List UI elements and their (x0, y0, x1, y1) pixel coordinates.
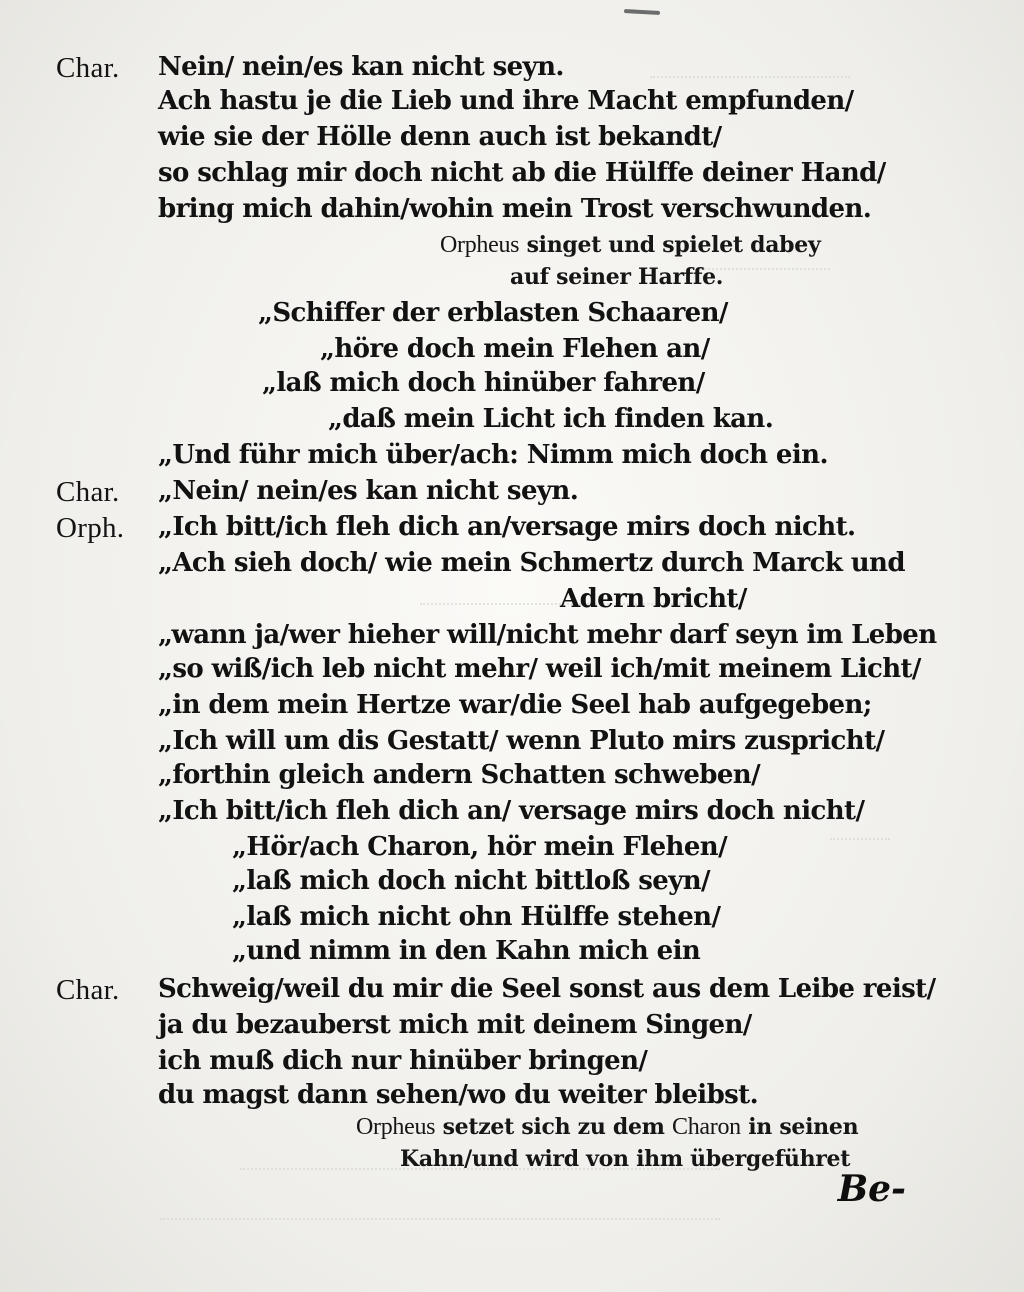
verse-line: bring mich dahin/wohin mein Trost verschwunden. (158, 194, 872, 224)
verse-line: „Nein/ nein/es kan nicht seyn. (158, 476, 579, 506)
stage-direction-name: Orpheus (440, 232, 520, 258)
verse-line: ich muß dich nur hinüber bringen/ (158, 1046, 648, 1076)
verse-line: wie sie der Hölle denn auch ist bekandt/ (158, 122, 722, 152)
verse-line: du magst dann sehen/wo du weiter bleibst. (158, 1080, 759, 1110)
song-line: „laß mich doch hinüber fahren/ (262, 368, 705, 398)
stage-direction-continued: auf seiner Harffe. (510, 264, 724, 290)
song-line: „Hör/ach Charon, hör mein Flehen/ (232, 832, 727, 862)
song-line: „höre doch mein Flehen an/ (320, 334, 710, 364)
verse-line: „Ach sieh doch/ wie mein Schmertz durch Marck und (158, 548, 905, 578)
verse-line: „so wiß/ich leb nicht mehr/ weil ich/mit meinem Licht/ (158, 654, 921, 684)
song-line: „laß mich nicht ohn Hülffe stehen/ (232, 902, 721, 932)
verse-line: „Ich bitt/ich fleh dich an/ versage mirs doch nicht/ (158, 796, 865, 826)
verse-line: so schlag mir doch nicht ab die Hülffe deiner Hand/ (158, 158, 886, 188)
verse-line: „wann ja/wer hieher will/nicht mehr darf seyn im Leben (158, 620, 937, 650)
stage-direction-continued: Kahn/und wird von ihm übergeführet (400, 1146, 851, 1172)
stage-direction-text: setzet sich zu dem (442, 1114, 665, 1140)
stage-direction-text: in seinen (748, 1114, 859, 1140)
verse-line: Ach hastu je die Lieb und ihre Macht empfunden/ (158, 86, 854, 116)
verse-line: „forthin gleich andern Schatten schweben/ (158, 760, 761, 790)
verse-line-continued: Adern bricht/ (560, 584, 747, 614)
stage-direction (440, 232, 820, 259)
speaker-charon: Char. (56, 974, 120, 1006)
song-line: „Und führ mich über/ach: Nimm mich doch ein. (158, 440, 828, 470)
speaker-charon: Char. (56, 52, 120, 84)
ink-mark (624, 9, 660, 15)
verse-line: „in dem mein Hertze war/die Seel hab aufgegeben; (158, 690, 872, 720)
song-line: „laß mich doch nicht bittloß seyn/ (232, 866, 710, 896)
stage-direction-name: Orpheus (356, 1114, 436, 1140)
catchword: Be- (837, 1168, 906, 1210)
verse-line: „Ich bitt/ich fleh dich an/versage mirs doch nicht. (158, 512, 856, 542)
stage-direction-name-2: Charon (672, 1114, 741, 1140)
stage-direction (356, 1114, 858, 1141)
speaker-charon: Char. (56, 476, 120, 508)
verse-line: Schweig/weil du mir die Seel sonst aus dem Leibe reist/ (158, 974, 936, 1004)
verse-line: ja du bezauberst mich mit deinem Singen/ (158, 1010, 752, 1040)
song-line: „und nimm in den Kahn mich ein (232, 936, 701, 966)
verse-line: „Ich will um dis Gestatt/ wenn Pluto mirs zuspricht/ (158, 726, 885, 756)
stage-direction-text: singet und spielet dabey (526, 232, 821, 258)
verse-line: Nein/ nein/es kan nicht seyn. (158, 52, 564, 82)
song-line: „daß mein Licht ich finden kan. (328, 404, 774, 434)
song-line: „Schiffer der erblasten Schaaren/ (258, 298, 728, 328)
speaker-orpheus: Orph. (56, 512, 125, 544)
